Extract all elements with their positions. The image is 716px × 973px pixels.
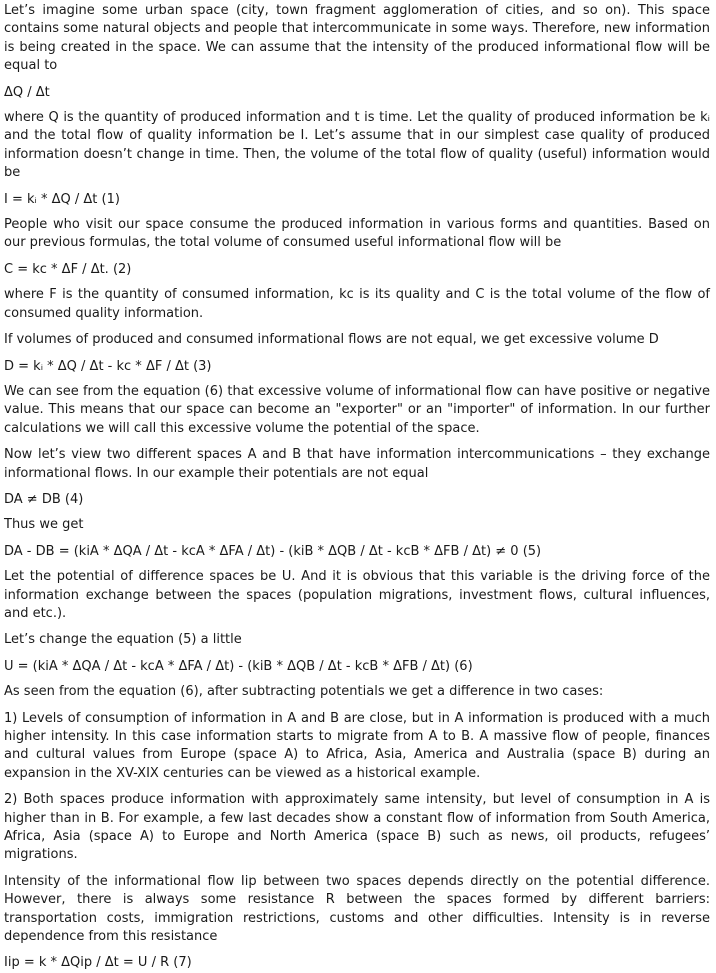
paragraph-consumed-definitions: where F is the quantity of consumed information, kc is its quality and C is the total volume of the flow of consumed quality information. bbox=[4, 287, 710, 321]
equation-7: Iip = k * ΔQip / Δt = U / R (7) bbox=[4, 955, 192, 971]
paragraph-change-equation: Let’s change the equation (5) a little bbox=[4, 632, 242, 648]
paragraph-urban-space: Let’s imagine some urban space (city, town fragment agglomeration of cities, and so on). This space contains some natural objects and people that intercommunicate in some ways. Therefore, new information is being created in the space. We can assume that the intensity of the produced informational flow will be equal to bbox=[4, 3, 710, 74]
paragraph-case-1: 1) Levels of consumption of information in A and B are close, but in A information is produced with a much higher intensity. In this case information starts to migrate from A to B. A massive flow of people, finances and cultural values from Europe (space A) to Africa, Asia, America and Australia (space B) during an expansion in the XV-XIX centuries can be viewed as a historical example. bbox=[4, 710, 710, 781]
paragraph-consumption: People who visit our space consume the produced information in various forms and quantities. Based on our previous formulas, the total volume of consumed useful informational flow will be bbox=[4, 217, 710, 251]
paragraph-resistance: Intensity of the informational flow Iip between two spaces depends directly on the potential difference. However, there is always some resistance R between the spaces formed by different barriers: transportation costs, immigration restrictions, customs and other difficulties. Intensity is in reverse dependence from this resistance bbox=[4, 873, 710, 945]
equation-1: I = kᵢ * ΔQ / Δt (1) bbox=[4, 191, 120, 207]
equation-3: D = kᵢ * ΔQ / Δt - kc * ΔF / Δt (3) bbox=[4, 358, 212, 374]
paragraph-definitions: where Q is the quantity of produced information and t is time. Let the quality of produced information be kᵢ and the total flow of quality information be I. Let’s assume that in our simplest case quality of produced information doesn’t change in time. Then, the volume of the total flow of quality (useful) information would be bbox=[4, 110, 710, 181]
equation-2: C = kc * ΔF / Δt. (2) bbox=[4, 261, 132, 277]
expression-intensity: ΔQ / Δt bbox=[4, 84, 50, 100]
paragraph-case-2: 2) Both spaces produce information with approximately same intensity, but level of consumption in A is higher than in B. For example, a few last decades show a constant flow of information from South America, Africa, Asia (space A) to Europe and North America (space B) such as news, oil products, refugees’ migrations. bbox=[4, 792, 710, 863]
paragraph-thus: Thus we get bbox=[4, 517, 84, 533]
paragraph-two-spaces: Now let’s view two different spaces A and B that have information intercommunications – they exchange informational flows. In our example their potentials are not equal bbox=[4, 447, 710, 481]
paragraph-excessive-volume: If volumes of produced and consumed informational flows are not equal, we get excessive volume D bbox=[4, 332, 659, 348]
equation-5: DA - DB = (kiA * ΔQA / Δt - kcA * ΔFA / Δt) - (kiB * ΔQB / Δt - kcB * ΔFB / Δt) ≠ 0 (5) bbox=[4, 543, 542, 559]
paragraph-potential: We can see from the equation (6) that excessive volume of informational flow can have positive or negative value. This means that our space can become an "exporter" or an "importer" of information. In our further calculations we will call this excessive volume the potential of the space. bbox=[4, 383, 710, 436]
paragraph-potential-difference: Let the potential of difference spaces be U. And it is obvious that this variable is the driving force of the information exchange between the spaces (population migrations, investment flows, cultural influences, and etc.). bbox=[4, 569, 710, 621]
paragraph-two-cases: As seen from the equation (6), after subtracting potentials we get a difference in two cases: bbox=[4, 684, 604, 700]
equation-4: DA ≠ DB (4) bbox=[4, 491, 84, 507]
equation-6: U = (kiA * ΔQA / Δt - kcA * ΔFA / Δt) - (kiB * ΔQB / Δt - kcB * ΔFB / Δt) (6) bbox=[4, 658, 473, 674]
